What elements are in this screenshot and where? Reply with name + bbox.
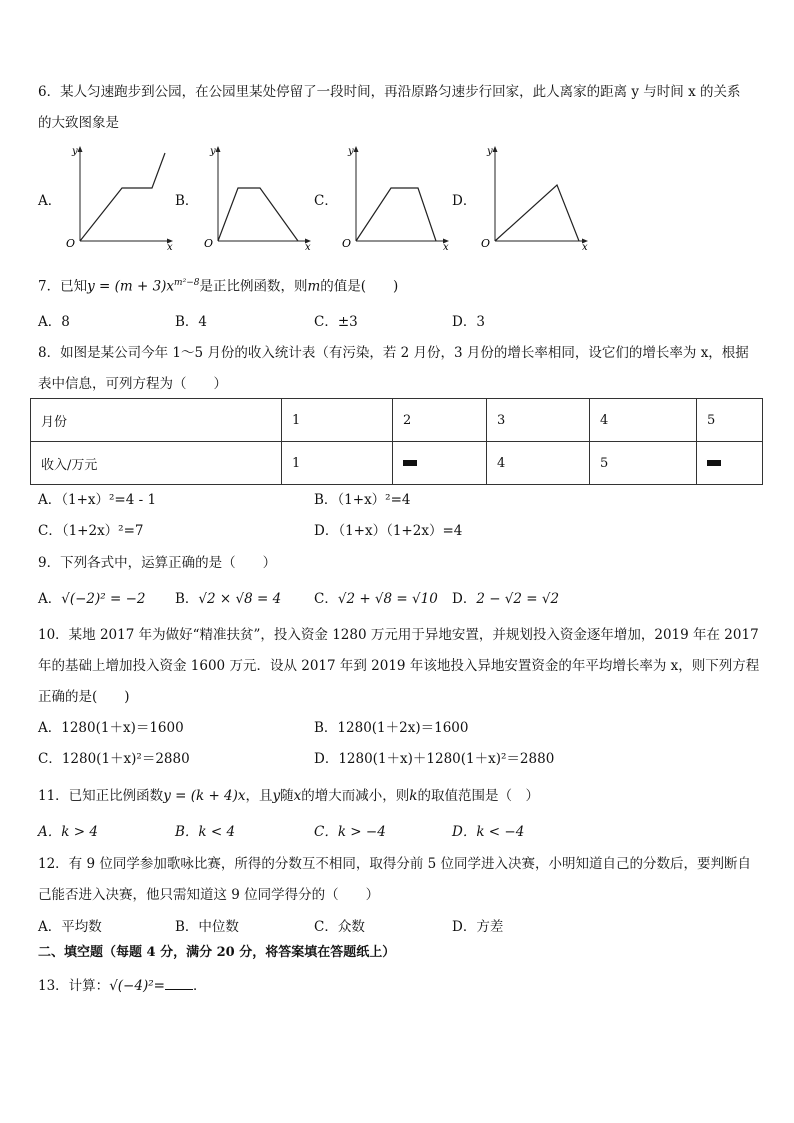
graph-d-y-label: y	[487, 146, 493, 157]
table-cell-smudged	[697, 442, 763, 485]
q12-option-a: A．平均数	[38, 919, 102, 935]
q9-option-d	[452, 590, 559, 608]
q11-middle3: 的增大而减小，则	[301, 788, 410, 804]
q13-end: ．	[192, 978, 207, 994]
graph-a-y-arrow	[78, 146, 83, 152]
q11-y: y	[272, 788, 281, 804]
q9-option-d-expr: 2 − √2 = √2	[476, 591, 560, 607]
q10-line1: 10．某地 2017 年为做好“精准扶贫”，投入资金 1280 万元用于异地安置，并规划投入资金逐年增加，2019 年在 2017	[38, 627, 759, 643]
q9-option-d-label: D．	[452, 591, 477, 607]
q12-line2: 己能否进入决赛，他只需知道这 9 位同学得分的（ ）	[38, 887, 380, 903]
q9-option-c-label: C．	[314, 591, 338, 607]
q7-suffix2: 的值是( )	[320, 278, 399, 295]
graph-b-line	[218, 188, 298, 241]
q8-option-c: C．（1+2x）²=7	[38, 523, 144, 539]
q11-middle: ，且	[245, 788, 273, 804]
q13-stem	[38, 977, 206, 995]
graph-b	[200, 143, 315, 251]
table-row	[31, 399, 763, 442]
q6-option-b-label: B．	[175, 193, 199, 209]
graph-c-y-arrow	[354, 146, 359, 152]
graph-a-y-label: y	[72, 146, 78, 157]
q11-stem	[38, 787, 539, 805]
graph-c	[338, 143, 453, 251]
q8-option-b: B．（1+x）²=4	[314, 492, 411, 508]
table-cell: 4	[487, 442, 590, 485]
q11-suffix: 的取值范围是（ ）	[417, 788, 539, 804]
q11-middle2: 随	[280, 788, 294, 804]
q9-option-c	[314, 590, 438, 608]
q9-option-b	[175, 590, 281, 608]
q8-option-d: D．（1+x）（1+2x）=4	[314, 523, 463, 539]
graph-d-y-arrow	[493, 146, 498, 152]
table-cell: 4	[590, 399, 697, 442]
q12-option-b: B．中位数	[175, 919, 239, 935]
table-cell: 1	[282, 442, 393, 485]
graph-b-y-label: y	[210, 146, 216, 157]
graph-a-line	[80, 153, 165, 241]
graph-a	[62, 143, 177, 251]
q8-line1: 8．如图是某公司今年 1～5 月份的收入统计表（有污染，若 2 月份，3 月份的增长率相同，设它们的增长率为 x，根据	[38, 345, 749, 361]
q10-line2: 年的基础上增加投入资金 1600 万元．设从 2017 年到 2019 年该地投入异地安置资金的年平均增长率为 x，则下列方程	[38, 658, 760, 674]
q11-option-d: D．k < −4	[452, 824, 525, 840]
graph-a-origin: O	[66, 237, 76, 250]
graph-c-line	[356, 188, 436, 241]
table-cell: 月份	[31, 399, 282, 442]
q8-income-table	[30, 398, 763, 485]
q12-line1: 12．有 9 位同学参加歌咏比赛，所得的分数互不相同，取得分前 5 位同学进入决赛，小明知道自己的分数后，要判断自	[38, 856, 752, 872]
q7-suffix: 是正比例函数，则	[199, 278, 308, 295]
graph-c-x-label: x	[443, 242, 449, 251]
q9-option-a-expr: √(−2)² = −2	[61, 591, 146, 607]
q7-option-a: A．8	[38, 314, 70, 330]
q11-x: x	[293, 788, 302, 804]
q11-option-b: B．k < 4	[175, 824, 236, 840]
table-row	[31, 442, 763, 485]
q7-option-b: B．4	[175, 314, 208, 330]
smudge-mark	[707, 460, 721, 466]
q9-option-b-expr: √2 × √8 = 4	[198, 591, 282, 607]
table-cell: 2	[393, 399, 487, 442]
table-cell: 5	[697, 399, 763, 442]
q6-option-a-label: A．	[38, 193, 62, 209]
q13-answer-blank[interactable]	[165, 989, 193, 990]
graph-d	[477, 143, 592, 251]
graph-b-origin: O	[204, 237, 214, 250]
q6-line1: 6．某人匀速跑步到公园，在公园里某处停留了一段时间，再沿原路匀速步行回家，此人离家的距离 y 与时间 x 的关系	[38, 84, 741, 100]
graph-c-y-label: y	[348, 146, 354, 157]
graph-b-x-label: x	[305, 242, 311, 251]
q6-line2: 的大致图象是	[38, 115, 119, 131]
q11-k: k	[409, 788, 418, 804]
graph-d-line	[495, 185, 579, 241]
graph-a-x-label: x	[167, 242, 173, 251]
q8-line2: 表中信息，可列方程为（ ）	[38, 376, 227, 392]
q9-line: 9．下列各式中，运算正确的是（ ）	[38, 555, 277, 571]
section-2-title: 二、填空题（每题 4 分，满分 20 分，将答案填在答题纸上）	[38, 945, 396, 960]
table-cell: 5	[590, 442, 697, 485]
q7-stem	[38, 274, 398, 296]
q7-m: m	[307, 278, 321, 295]
q7-option-c: C．±3	[314, 314, 358, 330]
q11-formula: y = (k + 4)x	[163, 788, 246, 804]
q10-option-a: A．1280(1＋x)＝1600	[38, 720, 184, 736]
q10-option-b: B．1280(1＋2x)＝1600	[314, 720, 469, 736]
q7-prefix: 7．已知	[38, 278, 88, 295]
graph-c-origin: O	[342, 237, 352, 250]
q7-option-d: D．3	[452, 314, 485, 330]
q6-option-d-label: D．	[452, 193, 477, 209]
q11-prefix: 11．已知正比例函数	[38, 788, 164, 804]
q13-expr: √(−4)²	[109, 978, 154, 994]
q10-line3: 正确的是( )	[38, 689, 130, 705]
q7-exponent: m²−8	[174, 278, 200, 288]
q9-option-c-expr: √2 + √8 = √10	[337, 591, 438, 607]
q6-option-c-label: C．	[314, 193, 338, 209]
q13-suffix: =	[153, 978, 165, 994]
table-cell: 1	[282, 399, 393, 442]
q9-option-a	[38, 590, 146, 608]
q12-option-d: D．方差	[452, 919, 504, 935]
q13-prefix: 13．计算：	[38, 978, 110, 994]
graph-d-x-label: x	[582, 242, 588, 251]
q12-option-c: C．众数	[314, 919, 365, 935]
q11-option-a: A．k > 4	[38, 824, 98, 840]
q7-formula: y = (m + 3)x	[87, 278, 175, 295]
q10-option-d: D．1280(1＋x)＋1280(1＋x)²＝2880	[314, 751, 555, 767]
q9-option-b-label: B．	[175, 591, 199, 607]
q9-option-a-label: A．	[38, 591, 62, 607]
graph-b-y-arrow	[216, 146, 221, 152]
smudge-mark	[403, 460, 417, 466]
q8-option-a: A．（1+x）²=4 - 1	[38, 492, 157, 508]
table-cell: 收入/万元	[31, 442, 282, 485]
graph-d-origin: O	[481, 237, 491, 250]
table-cell-smudged	[393, 442, 487, 485]
q10-option-c: C．1280(1＋x)²＝2880	[38, 751, 190, 767]
table-cell: 3	[487, 399, 590, 442]
q11-option-c: C．k > −4	[314, 824, 386, 840]
